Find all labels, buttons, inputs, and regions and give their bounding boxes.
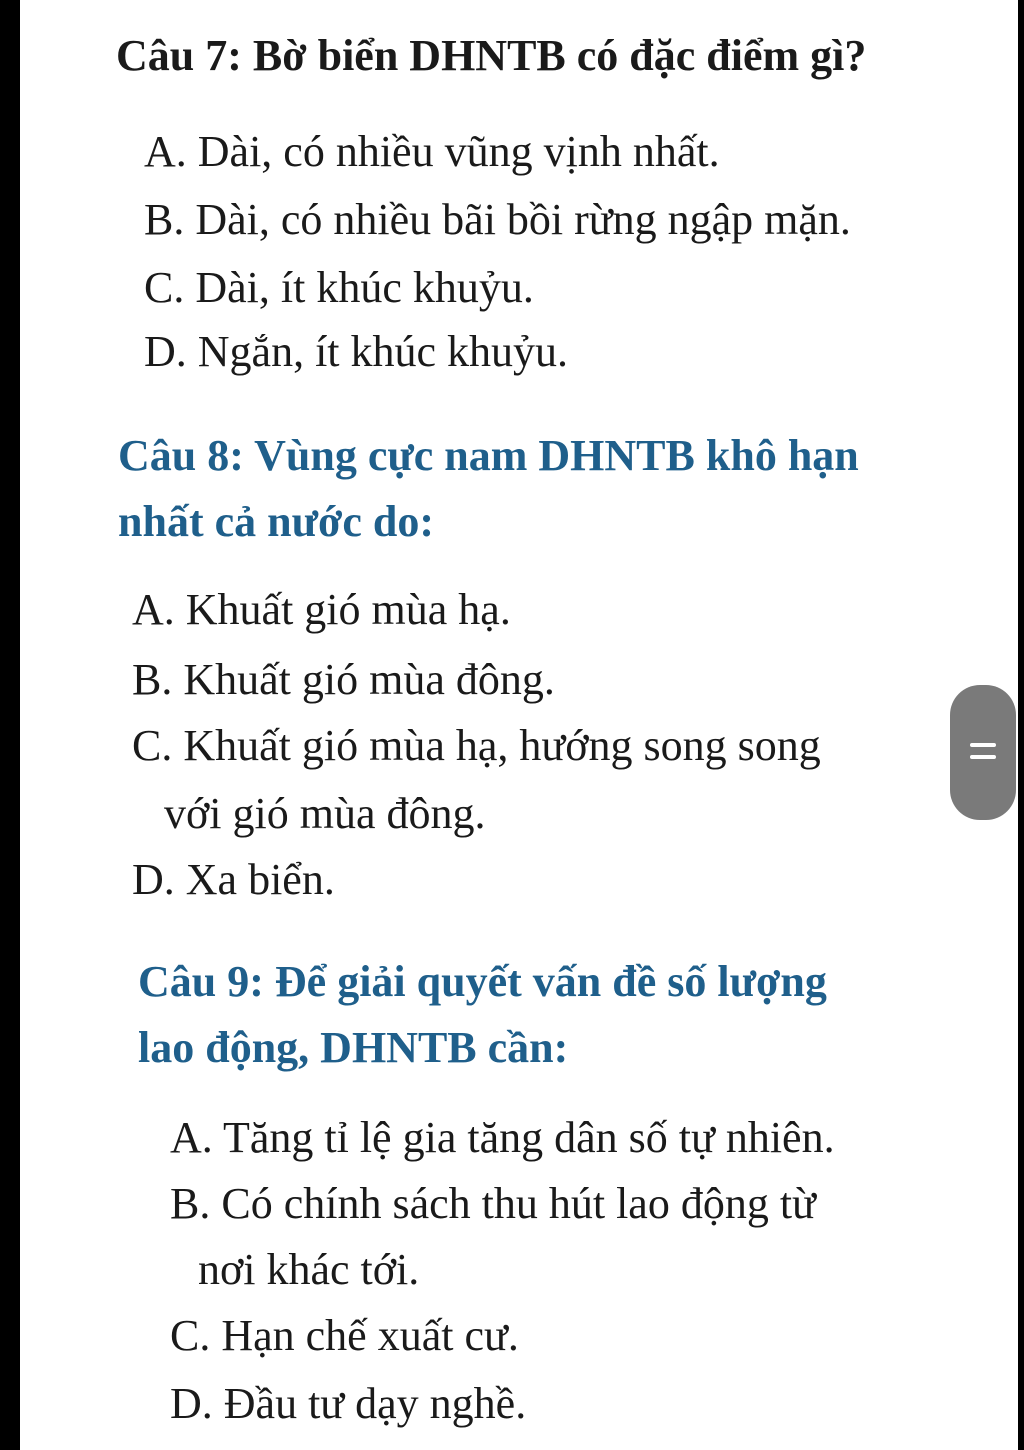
question-9-option-a: A. Tăng tỉ lệ gia tăng dân số tự nhiên. [170, 1113, 835, 1162]
question-8-option-c-line-2: với gió mùa đông. [164, 789, 486, 838]
left-screen-edge [0, 0, 20, 1450]
question-9-option-b-line-2: nơi khác tới. [198, 1245, 420, 1294]
right-screen-edge [1018, 0, 1024, 1450]
question-9-option-d: D. Đầu tư dạy nghề. [170, 1379, 527, 1428]
question-9-title-line-2: lao động, DHNTB cần: [138, 1023, 569, 1072]
question-8-option-d: D. Xa biển. [132, 855, 335, 904]
question-9-title-line-1: Câu 9: Để giải quyết vấn đề số lượng [138, 957, 827, 1006]
question-7-option-a: A. Dài, có nhiều vũng vịnh nhất. [144, 127, 720, 176]
question-8-title-line-1: Câu 8: Vùng cực nam DHNTB khô hạn [118, 431, 859, 480]
question-8-option-a: A. Khuất gió mùa hạ. [132, 585, 511, 634]
question-7-option-c: C. Dài, ít khúc khuỷu. [144, 263, 534, 312]
question-9-option-c: C. Hạn chế xuất cư. [170, 1311, 519, 1360]
scroll-drag-handle[interactable] [950, 685, 1016, 820]
question-9-option-b-line-1: B. Có chính sách thu hút lao động từ [170, 1179, 816, 1228]
question-7-option-d: D. Ngắn, ít khúc khuỷu. [144, 327, 569, 376]
question-8-option-b: B. Khuất gió mùa đông. [132, 655, 555, 704]
question-8-title-line-2: nhất cả nước do: [118, 497, 435, 546]
question-7-title: Câu 7: Bờ biển DHNTB có đặc điểm gì? [116, 31, 867, 80]
question-7-option-b: B. Dài, có nhiều bãi bồi rừng ngập mặn. [144, 195, 851, 244]
question-8-option-c-line-1: C. Khuất gió mùa hạ, hướng song song [132, 721, 821, 770]
